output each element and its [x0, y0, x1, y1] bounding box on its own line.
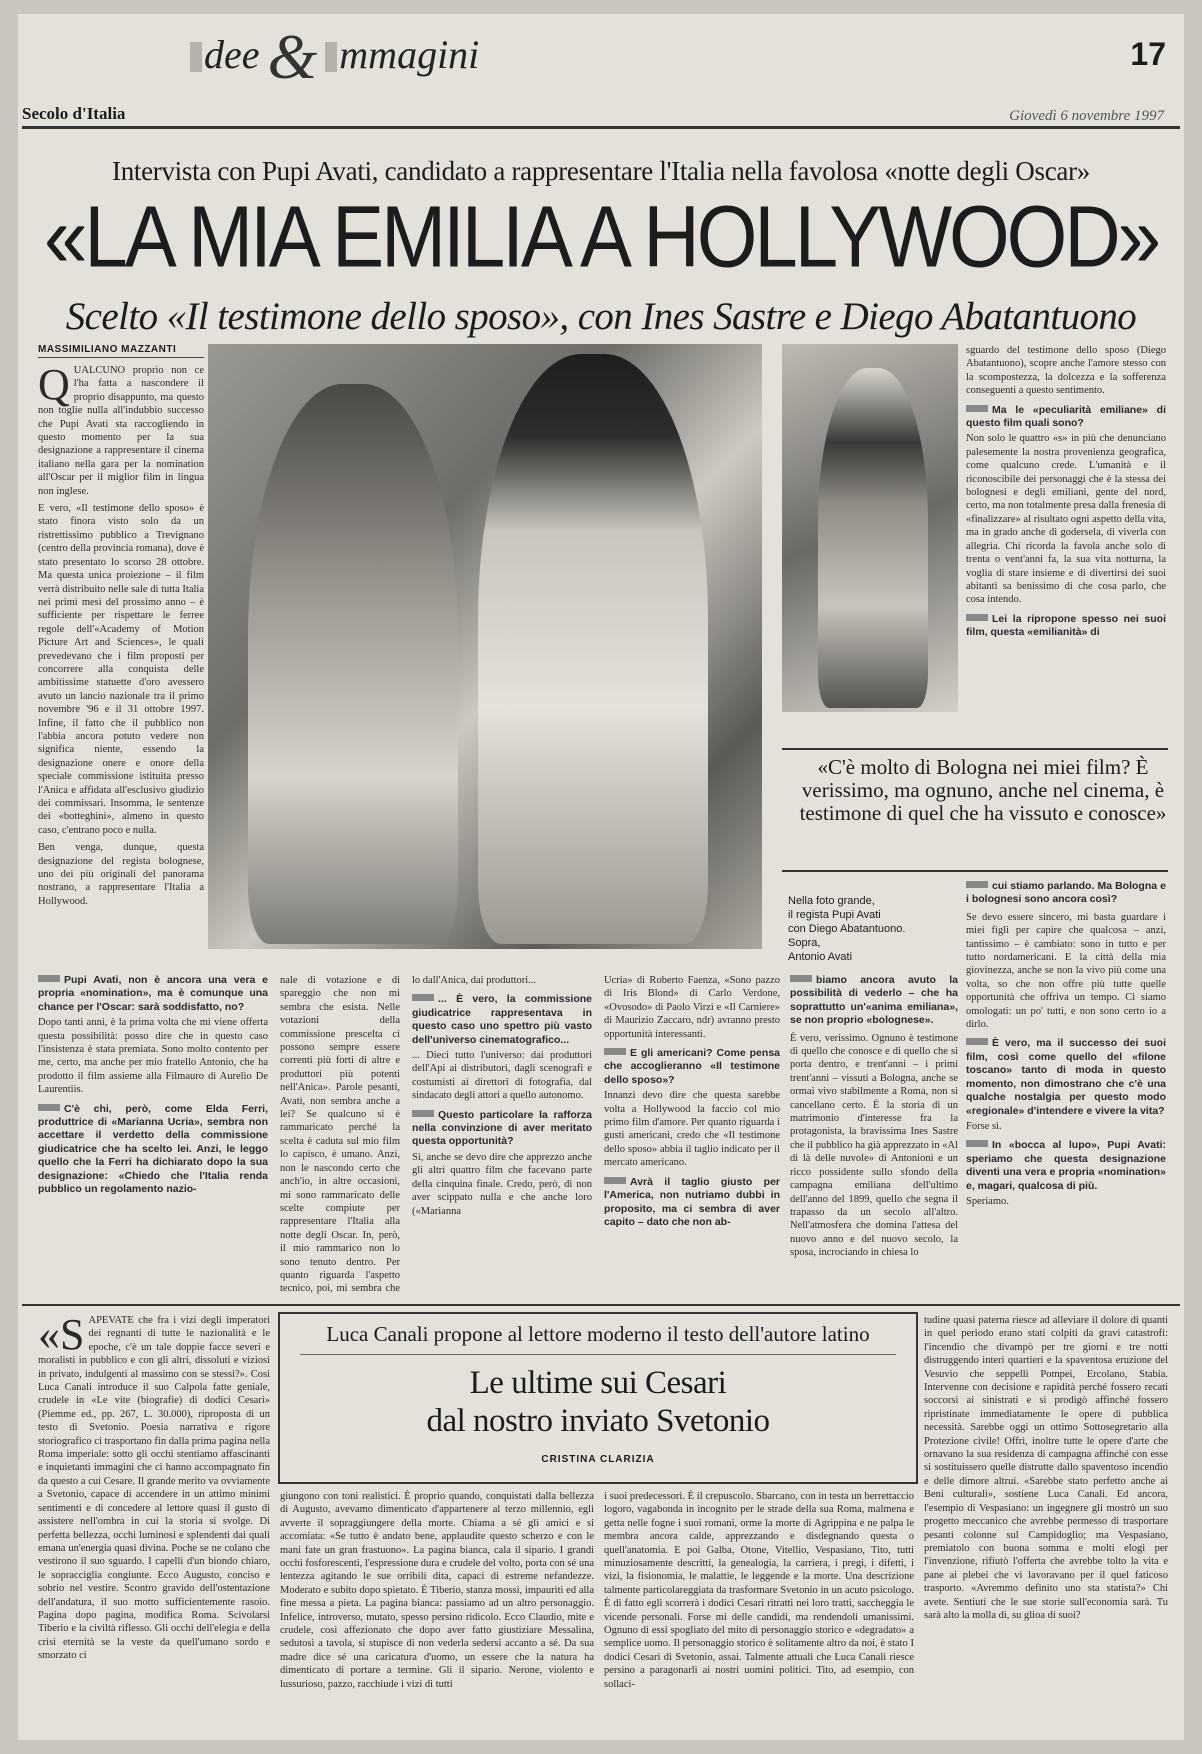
paragraph: Dopo tanti anni, è la prima volta che mi viene offerta questa possibilità: posso dire che in questo caso l'insistenza è stata premiata. Sono molto contento per me, certo, ma anche per mio fratello Antonio, che ha prodotto il film assieme alla Filmauro di Aurelio De Laurentiis. [38, 1017, 268, 1096]
section-block-mark-2 [325, 42, 337, 72]
dropcap: Q [38, 364, 70, 409]
question: Lei la ripropone spesso nei suoi film, questa «emilianità» di [966, 612, 1166, 639]
pullquote-rule-top [782, 748, 1168, 750]
photo-caption [788, 894, 948, 964]
paragraph: i suoi predecessori. È il crepuscolo. Sbarcano, con in testa un berrettaccio logoro, vagabonda in incognito per le strade della sua Roma, malmena e getta nelle fogne i suoi romani, orme la morte di Agrippina e ne palpa le membra ancora calde, apprezzando e disdegnando questa o quell'anatomia. E poi Galba, Otone, Vitellio, Vespasiano, Tito, tutti minuziosamente descritti, la genealogia, la carriera, i pregi, i difetti, i vizi, la fisionomia, le malattie, le leggende e la morte. Una descrizione talmente particolareggiata da trasformare Svetonio in un acuto psicologo. È di fatto egli scorrerà i dodici Cesari ritratti nei loro tratti, saccheggia le vicende personali. Forse mi delle candidi, ma rendendoli umanissimi. Ognuno di essi spogliato del mito di personaggio storico e «degradato» a semplice uomo. Il personaggio storico è solitamente altro da noi, è stato I dodici Cesari di Svetonio, assai. Talmente attuali che Luca Canali riesce persino a paragonarli ai nostri uomini politici. Tito, ad esempio, con sollaci- [604, 1491, 914, 1690]
caption-line: Sopra, [788, 937, 821, 949]
paragraph: tudine quasi paterna riesce ad alleviare il dolore di quanti in quel periodo erano stati colpiti da gravi catastrofi: l'incendio che divampò per tre giorni e tre notti distruggendo interi quartieri e la spaventosa eruzione del Vesuvio che seppellì Pompei, Ercolano, Stabia. Intervenne con decisione e rapidità perché fossero recati soccorsi ai sinistrati e si prodigò affinché fossero ripristinate immediatamente le opere di pubblica necessità. Sarebbe oggi un ottimo Sottosegretario alla Protezione civile! Offrì, inoltre tutte le opere d'arte che ornavano la sua residenza di campagna affinché con esse si sostituissero quelle distrutte dallo spaventoso incendio e delle dimore altrui. «Sarebbe stato perfetto anche ai Beni culturali», sostiene Luca Canali. Ed ancora, l'esempio di Vespasiano: un ingegnere gli mostrò un suo progetto meccanico che avrebbe permesso di trasportare pesanti colonne sul Campidoglio; ma Vespasiano, premiatolo con buona somma e molti elogi per l'invenzione, rifiutò l'offerta che avrebbe tolto la vita e pane ai plebei che vi lavoravano per il quel faticoso trasporto. «Avremmo definito uno sta statista?» Chi avete. Sentiuti che le sue storie sull'economia sarà. Tu sarà alto la molla di, su glioa di suoi? [924, 1315, 1168, 1621]
paragraph: Forse sì. [966, 1120, 1002, 1132]
paragraph: UALCUNO proprio non ce l'ha fatta a nascondere il proprio disappunto, ma questo non toglie nulla all'indubbio successo che Pupi Avati sta raccogliendo in questo momento per la sua designazione a rappresentare il cinema italiano nella gara per la nomination all'Oscar per il miglior film in lingua non inglese. [38, 365, 204, 497]
article-byline: MASSIMILIANO MAZZANTI [38, 344, 204, 358]
pullquote-rule-bottom [782, 870, 1168, 872]
box-rule [300, 1354, 896, 1355]
paragraph: Ucria» di Roberto Faenza, «Sono pazzo di Iris Blond» di Carlo Verdone, «Ovosodo» di Paolo Virzì e «Il Carniere» di Maurizio Zaccaro, ndr) avranno presto opportunità interessanti. [604, 975, 780, 1040]
second-article-kicker: Luca Canali propone al lettore moderno il testo dell'autore latino [326, 1322, 870, 1346]
article-subtitle: Scelto «Il testimone dello sposo», con Ines Sastre e Diego Abatantuono [65, 295, 1137, 338]
section-part1: dee [204, 32, 260, 77]
article-divider [22, 1304, 1180, 1306]
paragraph: ... Dieci tutto l'universo: dai produttori dell'Api ai distributori, dagli scenografi e costumisti ai direttori di fotografia, dal sindacato degli attori a quello autonomo. [412, 1050, 592, 1102]
page-number: 17 [1130, 36, 1166, 72]
article-title: «LA MIA EMILIA A HOLLYWOOD» [43, 187, 1159, 286]
caption-line: il regista Pupi Avati [788, 909, 881, 921]
paragraph: E vero, «Il testimone dello sposo» è stato finora visto solo da un ristrettissimo pubblico a Trevignano (centro della provincia romana), dove è stato presentato lo scorso 28 ottobre. Ma questa unica proiezione – il film verrà distribuito nelle sale di tutta Italia nei primi mesi del prossimo anno – è sufficiente per rispettare le ferree regole dell'«Academy of Motion Picture Art and Sciences», le quali prevedevano che i film proposti per concorrere alla conquista delle ambitissime statuette d'oro avessero avuto un lancio nazionale tra il primo novembre '96 e il 31 ottobre 1997. Infine, il fatto che il pubblico non l'abbia ancora potuto vedere non significa niente, essendo la designazione onere e onore della speciale commissione istituita presso l'Anica e affidata all'esclusivo giudizio dei commissari. Insomma, le sentenze dei «botteghini», almeno in questo caso, c'entrano poco e nulla. [38, 503, 204, 836]
question: Pupi Avati, non è ancora una vera e propria «nomination», ma è comunque una chance per l'Oscar: sarà soddisfatto, no? [38, 974, 268, 1013]
second-article-byline: CRISTINA CLARIZIA [541, 1454, 655, 1465]
second-col-4 [924, 1314, 1168, 1734]
question: Questo particolare la rafforza nella convinzione di aver meritato questa opportunità? [412, 1108, 592, 1148]
column-1-text [38, 364, 204, 964]
question-continued: biamo ancora avuto la possibilità di vederlo – che ha soprattutto un'«anima emiliana», se non proprio «bolognese». [790, 974, 958, 1027]
column-1-bottom [38, 968, 268, 1293]
article-kicker: Intervista con Pupi Avati, candidato a rappresentare l'Italia nella favolosa «notte degli Oscar» [112, 156, 1090, 186]
question: Ma le «peculiarità emiliane» di questo film quali sono? [966, 403, 1166, 430]
caption-line: Antonio Avati [788, 951, 853, 963]
second-col-1 [38, 1314, 270, 1734]
question: In «bocca al lupo», Pupi Avati: speriamo che questa designazione diventi una vera e propria «nomination» e, magari, qualcosa di più. [966, 1139, 1166, 1192]
paragraph: Speriamo. [966, 1195, 1009, 1207]
question: E gli americani? Come pensa che accoglieranno «Il testimone dello sposo»? [604, 1047, 780, 1086]
second-article-title [280, 1364, 916, 1440]
section-header [190, 20, 790, 90]
column-3 [412, 974, 592, 1294]
paragraph: lo dall'Anica, dai produttori... [412, 975, 537, 986]
caption-line: Nella foto grande, [788, 895, 875, 907]
paragraph: giungono con toni realistici. È proprio quando, conquistati dalla bellezza di Augusto, avevamo dimenticato d'appartenere al terzo millennio, egli avverte il sopraggiungere della morte. Chiama a sé gli amici e si accomiata: «Se tutto è andato bene, applaudite questo scherzo e con le mani fate un gran frastuono». La pagina bianca, cala il sipario. I grandi occhi fosforescenti, l'espressione dura e crudele del volto, porta con sé una lentezza agitando le sue orribili dita, capaci di estreme nefandezze. Moderato e subito dopo spietato. È Tiberio, stanza mossi, impauriti ed alla fine messa a pieta. La pagina bianca: passiamo ad un altro personaggio. Infelice, introverso, mutato, spesso persino ridicolo. Ecco Claudio, mite e crudele, così affezionato che dopo aver fatto giustiziare Messalina, sedutosi a tavola, si stupisce di non vederla sedersi accanto a sé. Da sua madre dice sé una caricatura d'uomo, un essere che la natura ha dimenticato di portare a termine. Gli il sipario. Nerone, violento e lussurioso, pazzo, racchiude i vizi di tutti [280, 1491, 594, 1690]
section-part2: mmagini [339, 32, 480, 77]
column-6-bottom [966, 880, 1166, 1294]
second-article-headline-box [278, 1312, 918, 1484]
pull-quote: «C'è molto di Bologna nei miei film? È verissimo, ma ognuno, anche nel cinema, è testimone di quel che ha vissuto e conosce» [799, 755, 1167, 825]
column-6-top [966, 344, 1166, 716]
photo-figure-avati [248, 384, 458, 944]
header-rule [22, 126, 1180, 129]
paragraph: Sì, anche se devo dire che apprezzo anche gli altri quattro film che facevano parte della cinquina finale. Credo, però, di non aver scippato nulla e che anche loro («Marianna [412, 1151, 592, 1217]
small-photo [782, 344, 958, 712]
question: È vero, ma il successo dei suoi film, così come quello del «filone toscano» tanto di moda in questo momento, non dimostrano che c'è una qualche nostalgia per questo modo «regionale» d'intendere e vivere la vita? [966, 1037, 1166, 1117]
newspaper-page [18, 14, 1184, 1740]
paragraph: nale di votazione e di spareggio che non mi sembra che esista. Nelle votazioni della commissione prescelta ci possono sempre essere correnti più forti di altre e produttori più potenti nell'Anica». Parole pesanti, Avati, non sembra anche a lei? Se qualcuno si è rammaricato perché la scelta è caduta sul mio film lo capisco, è umano. Anzi, non le nascondo certo che anch'io, in altre occasioni, mi sono rammaricato delle scelte compiute per rappresentare l'Italia alla notte degli Oscar. In, però, il mio rammarico non lo sono tenuto dentro. Per quanto riguarda l'aspetto tecnico, poi, mi sembra che [280, 975, 400, 1294]
title-line: dal nostro inviato Svetonio [426, 1403, 770, 1439]
title-line: Le ultime sui Cesari [469, 1365, 727, 1401]
dropcap: «S [38, 1314, 85, 1359]
column-2 [280, 974, 400, 1294]
photo-figure-abatantuono [478, 354, 708, 944]
issue-date: Giovedì 6 novembre 1997 [1009, 108, 1164, 124]
paragraph: Se devo essere sincero, mi basta guardare i miei figli per capire che qualcosa – anzi, tantissimo – è cambiato: sono in tutto e per tutto nordamericani. E la città della mia giovinezza, anche se non la vivo più come una volta, so che non offre più tutte quelle opportunità che offriva un tempo. Ci siamo omologati: un po' tutti, e non sono certo io a dirlo. [966, 911, 1166, 1031]
paragraph: Non solo le quattro «s» in più che denunciano palesemente la nostra provenienza geografica, come qualcuno crede. L'umanità e il riconoscibile dei personaggi che è la stessa dei bolognesi e degli emiliani, gente del nord, certo, ma non totalmente presa dalla frenesia di «finalizzare» al risultato ogni aspetto della vita, ma in grado anche di godersela, di viverla con allegria. Chi ricorda la favola anche solo di trenta o vent'anni fa, la sua vita notturna, la voglia di stare insieme e di divertirsi dei suoi abitanti sa benissimo di che cosa parlo, che cosa intendo. [966, 433, 1166, 606]
column-5 [790, 974, 958, 1294]
section-ampersand: & [267, 21, 318, 92]
masthead: Secolo d'Italia [22, 104, 126, 123]
column-1 [38, 344, 204, 964]
photo-figure-antonio-avati [818, 368, 928, 708]
caption-line: con Diego Abatantuono. [788, 923, 906, 935]
main-photo [208, 344, 762, 949]
second-col-3 [604, 1490, 914, 1734]
second-col-2 [280, 1490, 594, 1734]
paragraph: sguardo del testimone dello sposo (Diego Abatantuono), scopre anche l'amore stesso con la scompostezza, la dolcezza e la sofferenza conseguenti a questo sentimento. [966, 345, 1166, 397]
question-continued: cui stiamo parlando. Ma Bologna e i bolognesi sono ancora così? [966, 880, 1166, 906]
paragraph: È vero, verissimo. Ognuno è testimone di quello che conosce e di quello che si porta dentro, e trent'anni – i primi trent'anni – vissuti a Bologna, anche se ormai vivo stabilmente a Roma, non si cancellano certo. È la storia di un matrimonio d'interesse fra la protagonista, la bravissima Ines Sastre che il pubblico ha già apprezzato in «Al di là delle nuvole» di Antonioni e un ricco possidente sullo sfondo della campagna emiliana dell'ultimo dell'anno del 1899, quello che segna il trapasso da un secolo all'altro. Nell'atmosfera che domina l'attesa del nuovo anno e del nuovo secolo, la sposa, incrociando in chiesa lo [790, 1032, 958, 1259]
section-block-mark [190, 42, 202, 72]
paragraph: APEVATE che fra i vizi degli imperatori dei regnanti di tutte le nazionalità e le epoche, c'è un tale doppie facce severi e moralisti in pubblico e con gli altri, dissoluti e viziosi in privato, indulgenti al massimo con se stessi?». Così Luca Canali introduce il suo Calpola fatte geniale, crudele in «Le vite (biografie) di dodici Cesari» (Piemme ed., pp. 267, L. 30.000), riproposta di un testo di Svetonio. Poesia narrativa e rigore storiografico ci trasportano fin dalla prima pagina nella Roma imperiale: sotto gli occhi stentiamo affascinanti e inquietanti immagini che ci hanno accompagnato fin da questo a cui Cesare. Il grande merito va ovviamente a Svetonio, capace di accendere in un attimo minimi sentimenti e di concedere al lettore quasi il gusto di assistere nell'ombra in cui la storia si svolge. Di perfetta bellezza, occhi luminosi e splendenti dai quali emana un'energia quasi divina. Poche se ne colano che vestirono il suo sguardo. I capelli d'un biondo chiaro, le sopracciglia congiunte. Ecco Augusto, conciso e sobrio nel vestire. Scontro gravido dell'ostentazione dell'andatura, il suo motto sufficientemente rasoio. Pagina dopo pagina, modifica Roma. Scivolarsi Tiberio e la civiltà riflesso. Gli occhi dell'elegia e della crisi eternità se la veste da quell'umano sordo e smorzato ci [38, 1315, 270, 1662]
paragraph: Ben venga, dunque, questa designazione del regista bolognese, uno dei più originali del panorama nostrano, a rappresentare l'Italia a Hollywood. [38, 842, 204, 907]
question: Avrà il taglio giusto per l'America, non nutriamo dubbi in proposito, ma ci sembra di aver capito – dato che non ab- [604, 1175, 780, 1228]
question: ... È vero, la commissione giudicatrice rappresentava in questo caso uno spettro più vasto dell'universo cinematografico... [412, 993, 592, 1046]
question: C'è chi, però, come Elda Ferri, produttrice di «Marianna Ucria», sembra non accettare il verdetto della commissione giudicatrice che ha scelto lei. Anzi, le leggo quello che la Ferri ha dichiarato dopo la sua designazione: «Chiedo che l'Italia renda pubblico un regolamento nazio- [38, 1102, 268, 1196]
paragraph: Innanzi devo dire che questa sarebbe volta a Hollywood la faccio col mio primo film d'amore. Per quanto riguarda i gusti americani, credo che «Il testimone dello sposo» abbia il taglio indicato per il mercato americano. [604, 1090, 780, 1169]
column-4 [604, 974, 780, 1294]
